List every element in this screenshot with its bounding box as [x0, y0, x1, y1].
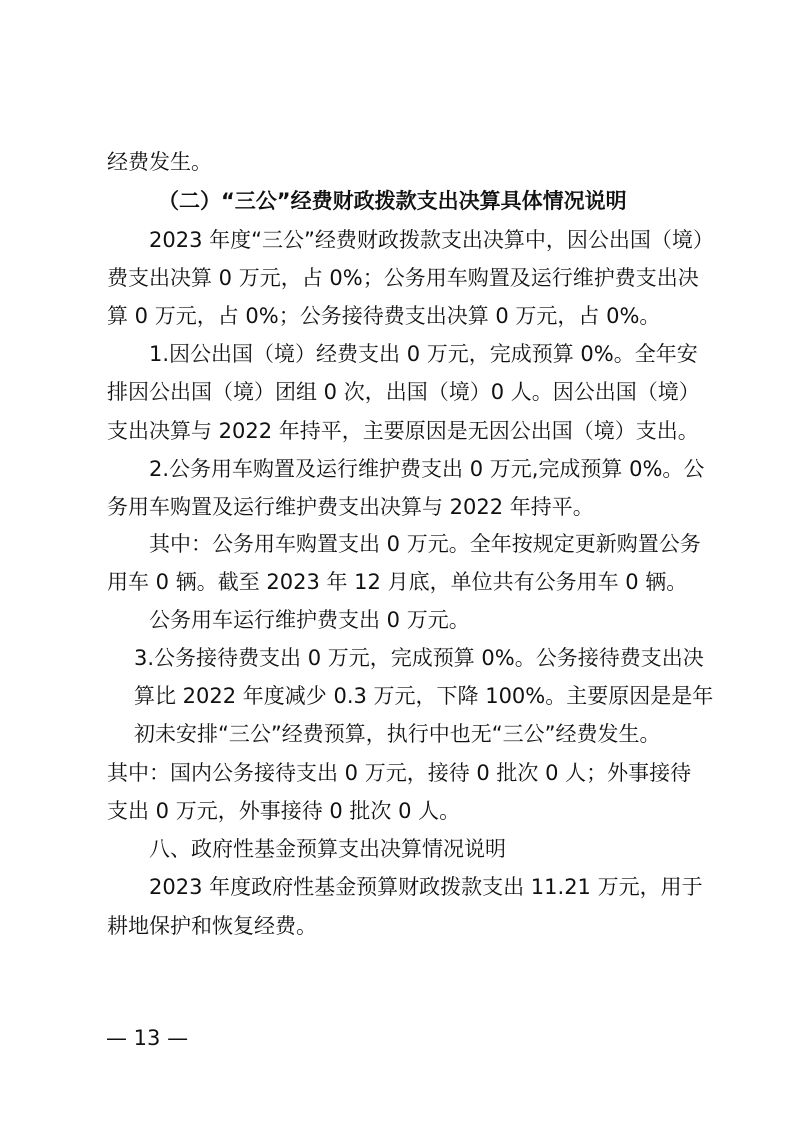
- text-line-1: 经费发生。: [107, 150, 212, 174]
- text-line-18: 支出 0 万元，外事接待 0 批次 0 人。: [107, 799, 461, 823]
- text-line-9: 2.公务用车购置及运行维护费支出 0 万元,完成预算 0%。公: [149, 457, 705, 481]
- section-heading-fund-budget: 八、政府性基金预算支出决算情况说明: [149, 837, 506, 861]
- text-line-16: 初未安排“三公”经费预算，执行中也无“三公”经费发生。: [134, 722, 661, 746]
- page-number: — 13 —: [106, 1026, 189, 1050]
- section-heading-sangong: （二）“三公”经费财政拨款支出决算具体情况说明: [158, 189, 627, 213]
- text-line-3: 2023 年度“三公”经费财政拨款支出决算中，因公出国（境）: [149, 228, 714, 252]
- text-line-14: 3.公务接待费支出 0 万元，完成预算 0%。公务接待费支出决: [134, 646, 704, 670]
- text-line-21: 耕地保护和恢复经费。: [107, 914, 317, 938]
- text-line-15: 算比 2022 年度减少 0.3 万元，下降 100%。主要原因是是年: [134, 684, 714, 708]
- text-line-10: 务用车购置及运行维护费支出决算与 2022 年持平。: [107, 495, 594, 519]
- text-line-6: 1.因公出国（境）经费支出 0 万元，完成预算 0%。全年安: [149, 342, 698, 366]
- text-line-11: 其中：公务用车购置支出 0 万元。全年按规定更新购置公务: [149, 532, 701, 556]
- text-line-7: 排因公出国（境）团组 0 次，出国（境）0 人。因公出国（境）: [107, 380, 700, 404]
- text-line-13: 公务用车运行维护费支出 0 万元。: [149, 608, 470, 632]
- text-line-5: 算 0 万元，占 0%；公务接待费支出决算 0 万元，占 0%。: [107, 304, 661, 328]
- text-line-12: 用车 0 辆。截至 2023 年 12 月底，单位共有公务用车 0 辆。: [107, 570, 688, 594]
- text-line-8: 支出决算与 2022 年持平，主要原因是无因公出国（境）支出。: [107, 419, 699, 443]
- text-line-4: 费支出决算 0 万元，占 0%；公务用车购置及运行维护费支出决: [107, 266, 699, 290]
- text-line-17: 其中：国内公务接待支出 0 万元，接待 0 批次 0 人；外事接待: [107, 761, 692, 785]
- text-line-20: 2023 年度政府性基金预算财政拨款支出 11.21 万元，用于: [149, 875, 703, 899]
